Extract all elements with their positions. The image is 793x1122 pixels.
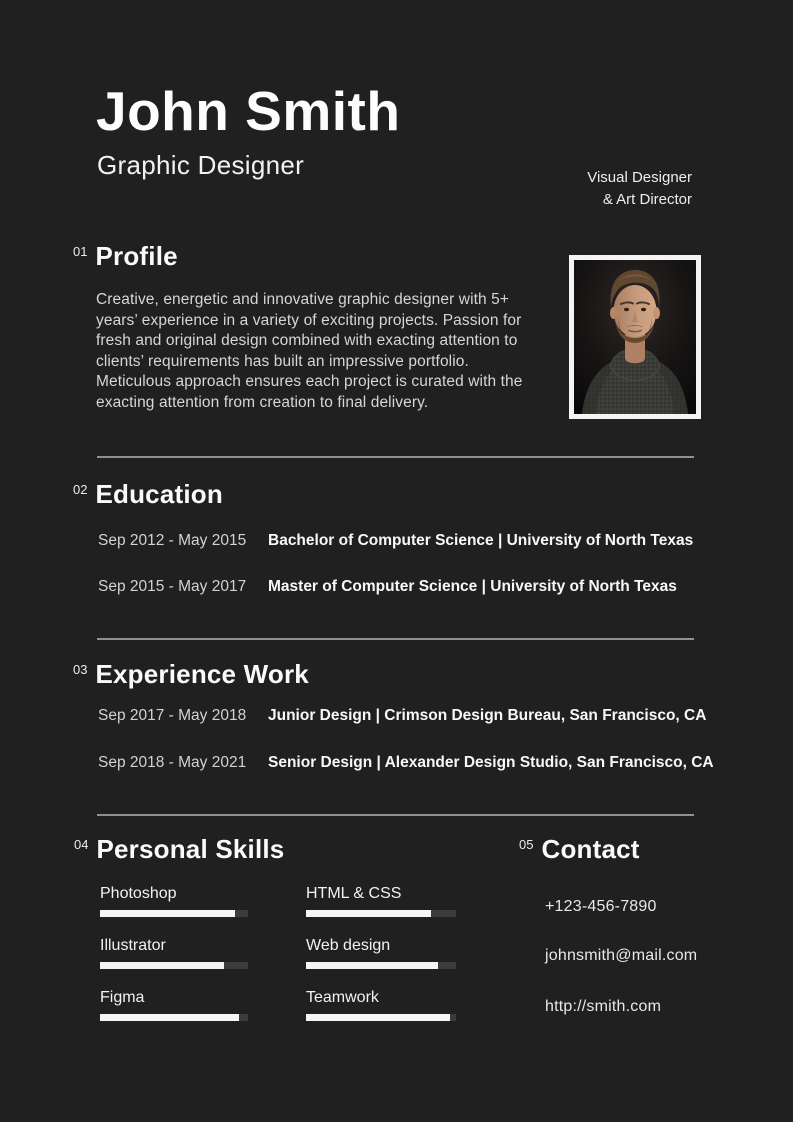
section-number: 02 [73,482,88,497]
profile-summary-line: fresh and original design combined with exacting attention to [96,332,518,350]
experience-description: Junior Design | Crimson Design Bureau, San Francisco, CA [268,707,707,724]
skill-bar [306,1014,456,1021]
contact-email: johnsmith@mail.com [545,947,698,964]
education-row [98,577,677,596]
education-period: Sep 2012 - May 2015 [98,532,247,549]
profile-summary [96,290,522,414]
section-divider [97,638,694,640]
section-heading-education [73,481,223,507]
skill-label: HTML & CSS [306,885,402,902]
skill-label: Web design [306,937,391,954]
skill-label: Photoshop [100,885,177,902]
profile-photo-frame [569,255,701,419]
education-description: Bachelor of Computer Science | University of North Texas [268,532,694,549]
skill-bar-fill [100,1014,239,1021]
tagline-line-1: Visual Designer [587,169,692,186]
section-divider [97,456,694,458]
skill-item [306,988,456,1021]
skill-bar-fill [306,962,438,969]
section-title: Experience Work [95,659,309,689]
contact-website: http://smith.com [545,998,662,1015]
section-title: Personal Skills [96,834,285,864]
section-title: Contact [541,834,640,864]
portrait-photo [574,260,696,414]
profile-summary-line: years’ experience in a variety of exciting projects. Passion for [96,311,522,329]
experience-period: Sep 2017 - May 2018 [98,707,247,724]
skill-bar-fill [306,1014,450,1021]
education-row [98,531,693,550]
skill-bar-fill [100,910,235,917]
skill-bar [306,962,456,969]
section-number: 04 [74,837,89,852]
section-heading-contact [519,836,640,862]
skill-item [100,936,248,969]
section-number: 03 [73,662,88,677]
profile-summary-line: Creative, energetic and innovative graphic designer with 5+ [96,291,510,308]
skill-bar-fill [100,962,224,969]
tagline-line-2: & Art Director [602,190,692,208]
experience-period: Sep 2018 - May 2021 [98,754,247,771]
person-name: John Smith [96,80,401,142]
skill-label: Figma [100,989,145,1006]
experience-row [98,753,714,772]
skill-item [306,936,456,969]
education-period: Sep 2015 - May 2017 [98,578,247,595]
skill-item [306,884,456,917]
contact-phone: +123-456-7890 [545,898,657,915]
tagline [587,167,692,210]
skill-item [100,884,248,917]
section-heading-profile [73,243,178,269]
profile-summary-line: clients’ requirements has built an impressive portfolio. [96,352,469,370]
profile-summary-line: Meticulous approach ensures each project is curated with the [96,373,523,391]
section-number: 05 [519,837,534,852]
experience-description: Senior Design | Alexander Design Studio, San Francisco, CA [268,754,714,771]
skill-label: Illustrator [100,937,166,954]
skill-label: Teamwork [306,989,379,1006]
section-heading-skills [74,836,284,862]
section-divider [97,814,694,816]
section-title: Profile [95,241,178,271]
education-description: Master of Computer Science | University of North Texas [268,578,677,595]
skill-item [100,988,248,1021]
profile-summary-line: exacting attention from creation to final delivery. [96,393,429,411]
section-title: Education [95,479,223,509]
experience-row [98,706,706,725]
person-role: Graphic Designer [97,150,305,180]
skill-bar [100,1014,248,1021]
section-number: 01 [73,244,88,259]
skill-bar [100,962,248,969]
skill-bar [100,910,248,917]
skill-bar [306,910,456,917]
skill-bar-fill [306,910,431,917]
section-heading-experience [73,661,309,687]
